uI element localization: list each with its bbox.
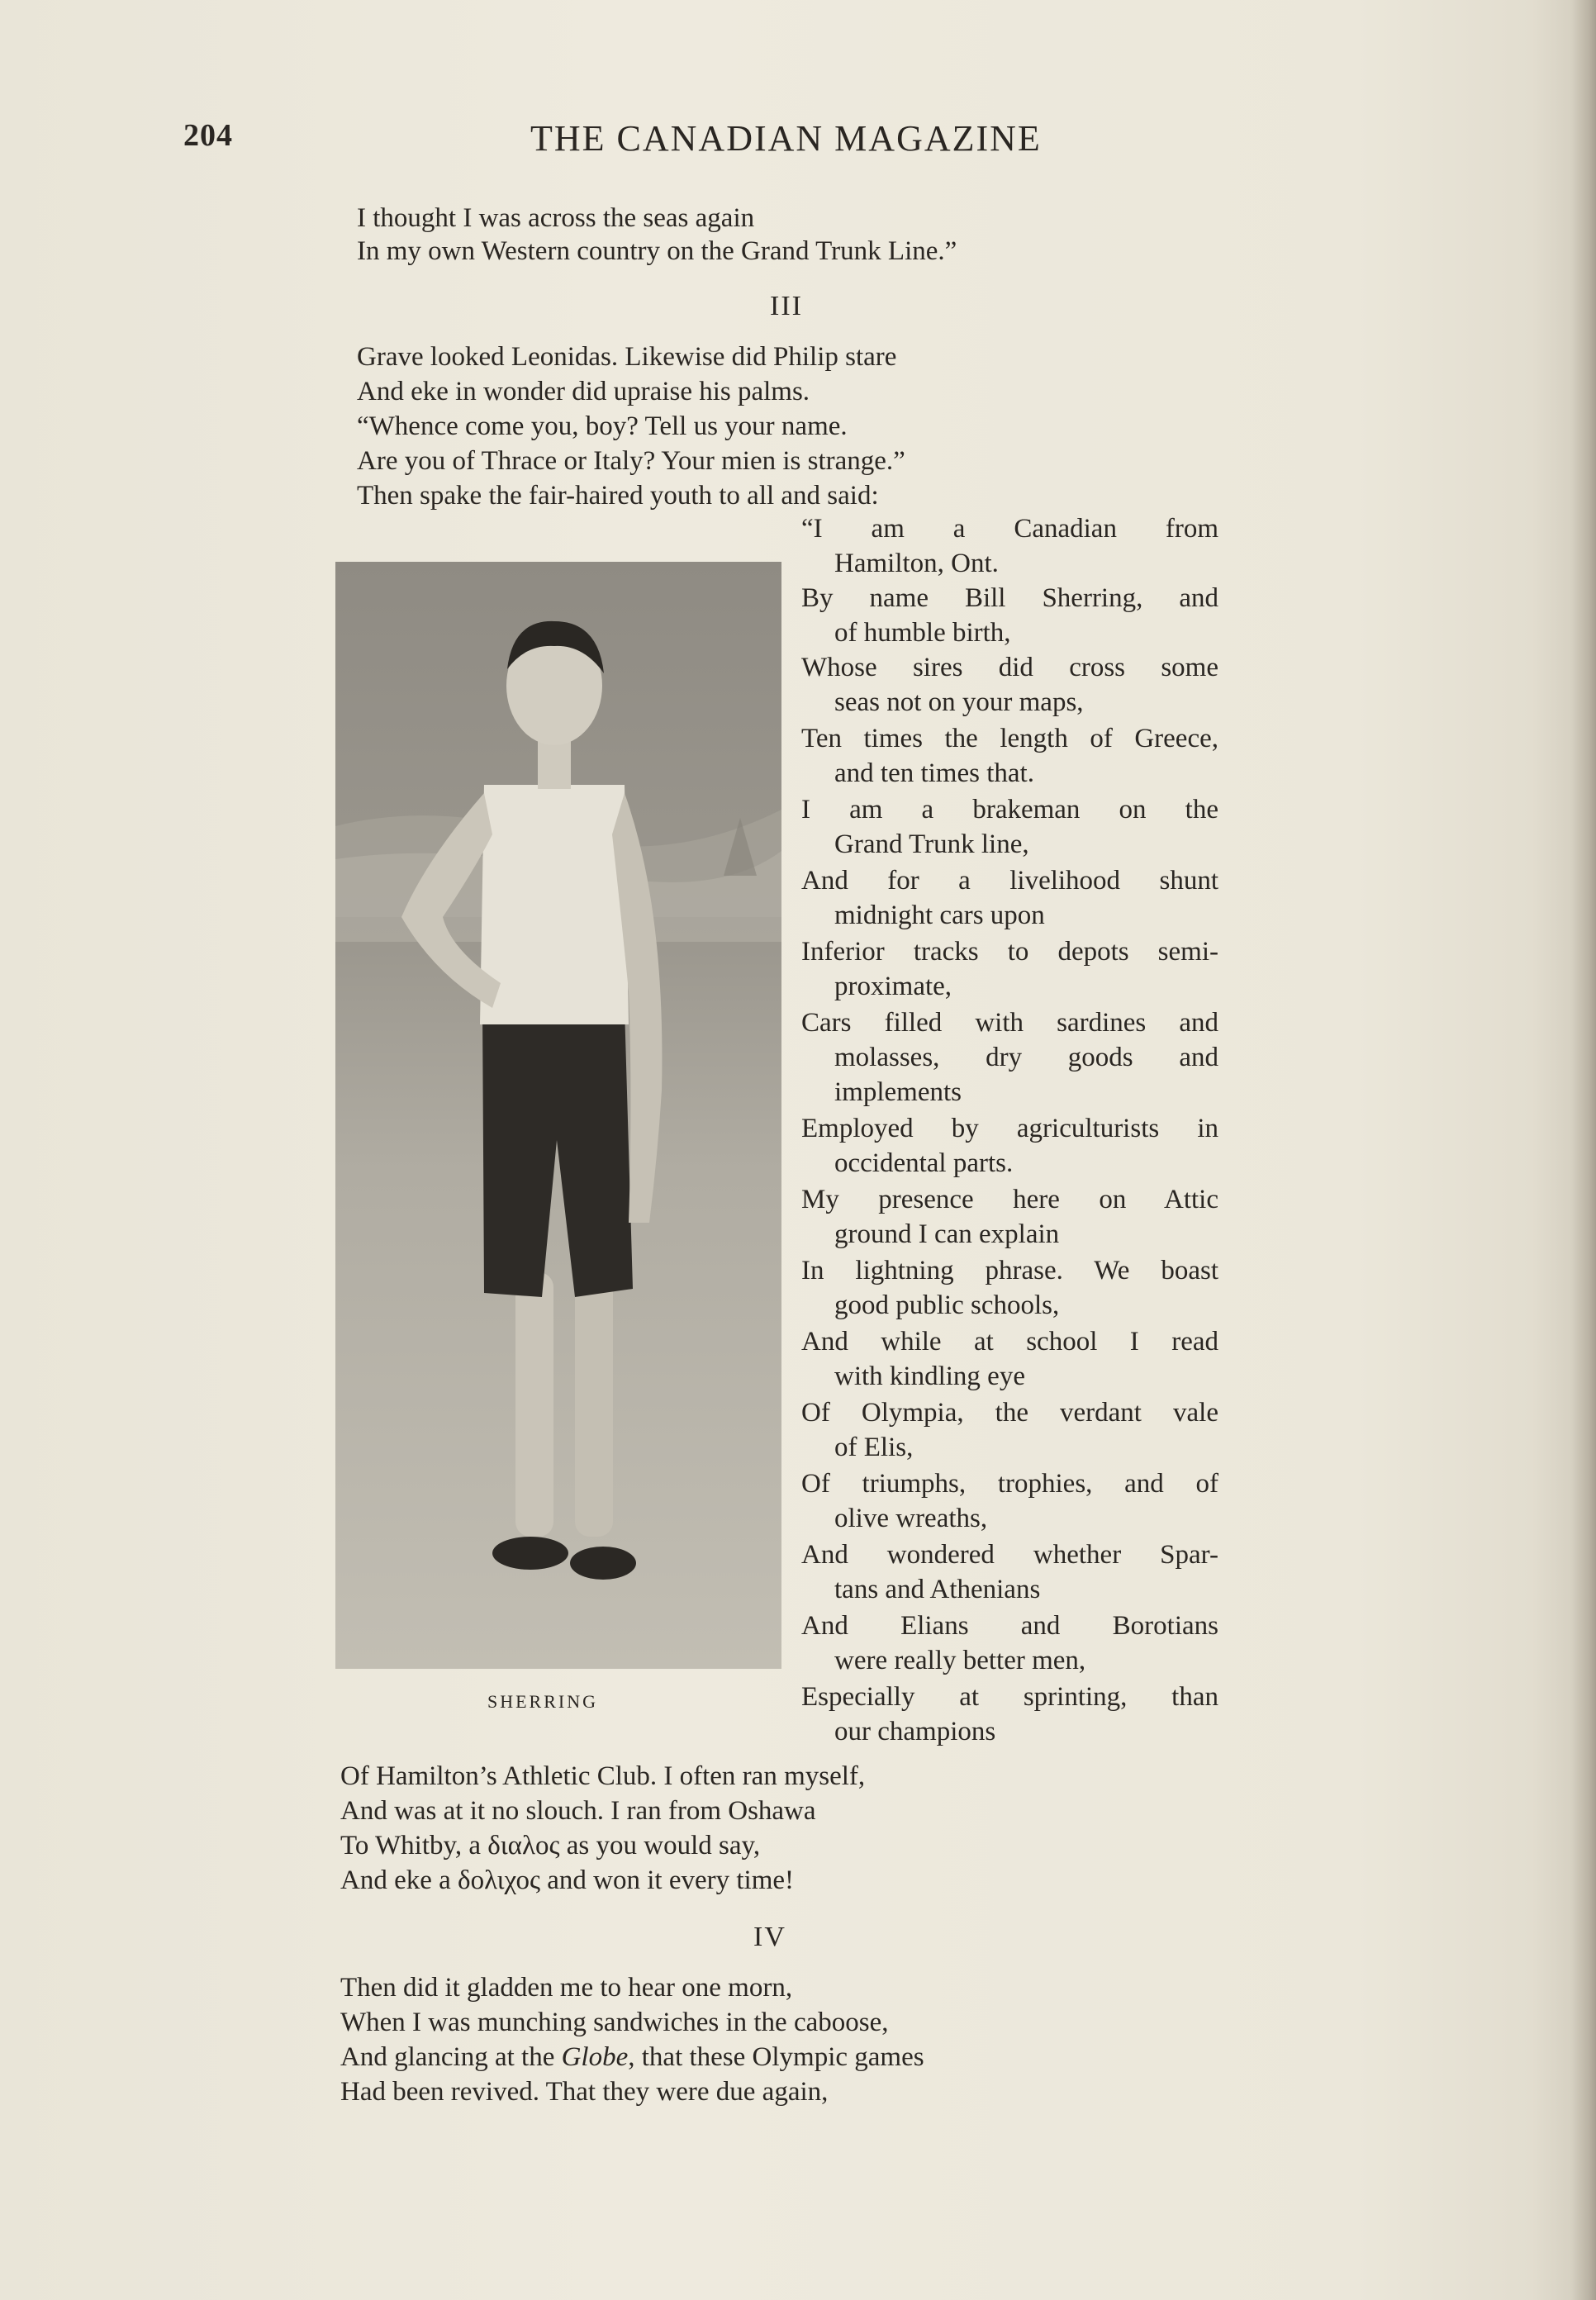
column-line: good public schools, <box>834 1290 1060 1320</box>
column-line: Ten times the length of Greece, <box>801 724 1218 753</box>
column-line: implements <box>834 1077 962 1107</box>
column-line: olive wreaths, <box>834 1504 988 1533</box>
stanza-line: When I was munching sandwiches in the caboose, <box>340 2008 889 2037</box>
column-line: In lightning phrase. We boast <box>801 1256 1218 1285</box>
running-head: THE CANADIAN MAGAZINE <box>530 118 1042 159</box>
stanza-text: And glancing at the <box>340 2042 562 2072</box>
athlete-photograph <box>335 562 781 1669</box>
stanza-line: Had been revived. That they were due again, <box>340 2077 829 2107</box>
closing-line: To Whitby, a διαλος as you would say, <box>340 1831 761 1860</box>
section-numeral-iii: III <box>770 291 803 321</box>
column-line: were really better men, <box>834 1646 1086 1675</box>
closing-line: And eke a δολιχος and won it every time! <box>340 1865 795 1895</box>
column-line: Employed by agriculturists in <box>801 1114 1218 1143</box>
column-line: proximate, <box>834 972 952 1001</box>
column-line: Of triumphs, trophies, and of <box>801 1469 1218 1499</box>
column-line: Of Olympia, the verdant vale <box>801 1398 1218 1428</box>
column-line: of Elis, <box>834 1433 914 1462</box>
column-line: And for a livelihood shunt <box>801 866 1218 896</box>
closing-line: Of Hamilton’s Athletic Club. I often ran myself, <box>340 1761 866 1791</box>
column-line: molasses, dry goods and <box>834 1043 1218 1072</box>
stanza-line: Then spake the fair-haired youth to all and said: <box>357 481 879 511</box>
page-edge-shadow <box>1571 0 1596 2300</box>
column-line: Whose sires did cross some <box>801 653 1218 682</box>
column-line: Especially at sprinting, than <box>801 1682 1218 1712</box>
newspaper-title: Globe <box>561 2042 629 2072</box>
stanza-text: , that these Olympic games <box>628 2042 924 2072</box>
column-line: tans and Athenians <box>834 1575 1041 1604</box>
opening-line: In my own Western country on the Grand Trunk Line.” <box>357 236 957 266</box>
column-line: our champions <box>834 1717 996 1746</box>
column-line: Hamilton, Ont. <box>834 549 999 578</box>
column-line: My presence here on Attic <box>801 1185 1218 1214</box>
stanza-line: And eke in wonder did upraise his palms. <box>357 377 810 406</box>
stanza-line: “Whence come you, boy? Tell us your name. <box>357 411 848 441</box>
column-line: seas not on your maps, <box>834 687 1084 717</box>
stanza-line: Then did it gladden me to hear one morn, <box>340 1973 793 2003</box>
column-line: Grand Trunk line, <box>834 829 1029 859</box>
stanza-line: Grave looked Leonidas. Likewise did Philip stare <box>357 342 897 372</box>
column-line: of humble birth, <box>834 618 1011 648</box>
column-line: I am a brakeman on the <box>801 795 1218 824</box>
section-numeral-iv: IV <box>753 1922 786 1952</box>
column-line: And wondered whether Spar- <box>801 1540 1218 1570</box>
column-line: “I am a Canadian from <box>801 514 1218 544</box>
athlete-figure-illustration <box>335 562 781 1669</box>
photo-caption: SHERRING <box>487 1691 599 1712</box>
column-line: occidental parts. <box>834 1148 1014 1178</box>
column-line: Cars filled with sardines and <box>801 1008 1218 1038</box>
column-line: And while at school I read <box>801 1327 1218 1357</box>
column-line: and ten times that. <box>834 758 1034 788</box>
stanza-line: Are you of Thrace or Italy? Your mien is strange.” <box>357 446 905 476</box>
column-line: with kindling eye <box>834 1361 1025 1391</box>
column-line: ground I can explain <box>834 1219 1060 1249</box>
page-header <box>183 117 1092 167</box>
opening-line: I thought I was across the seas again <box>357 203 755 233</box>
stanza-line <box>340 2041 924 2074</box>
closing-line: And was at it no slouch. I ran from Oshawa <box>340 1796 816 1826</box>
page-number: 204 <box>183 118 233 153</box>
column-line: Inferior tracks to depots semi- <box>801 937 1218 967</box>
column-line: By name Bill Sherring, and <box>801 583 1218 613</box>
column-line: midnight cars upon <box>834 901 1045 930</box>
column-line: And Elians and Borotians <box>801 1611 1218 1641</box>
